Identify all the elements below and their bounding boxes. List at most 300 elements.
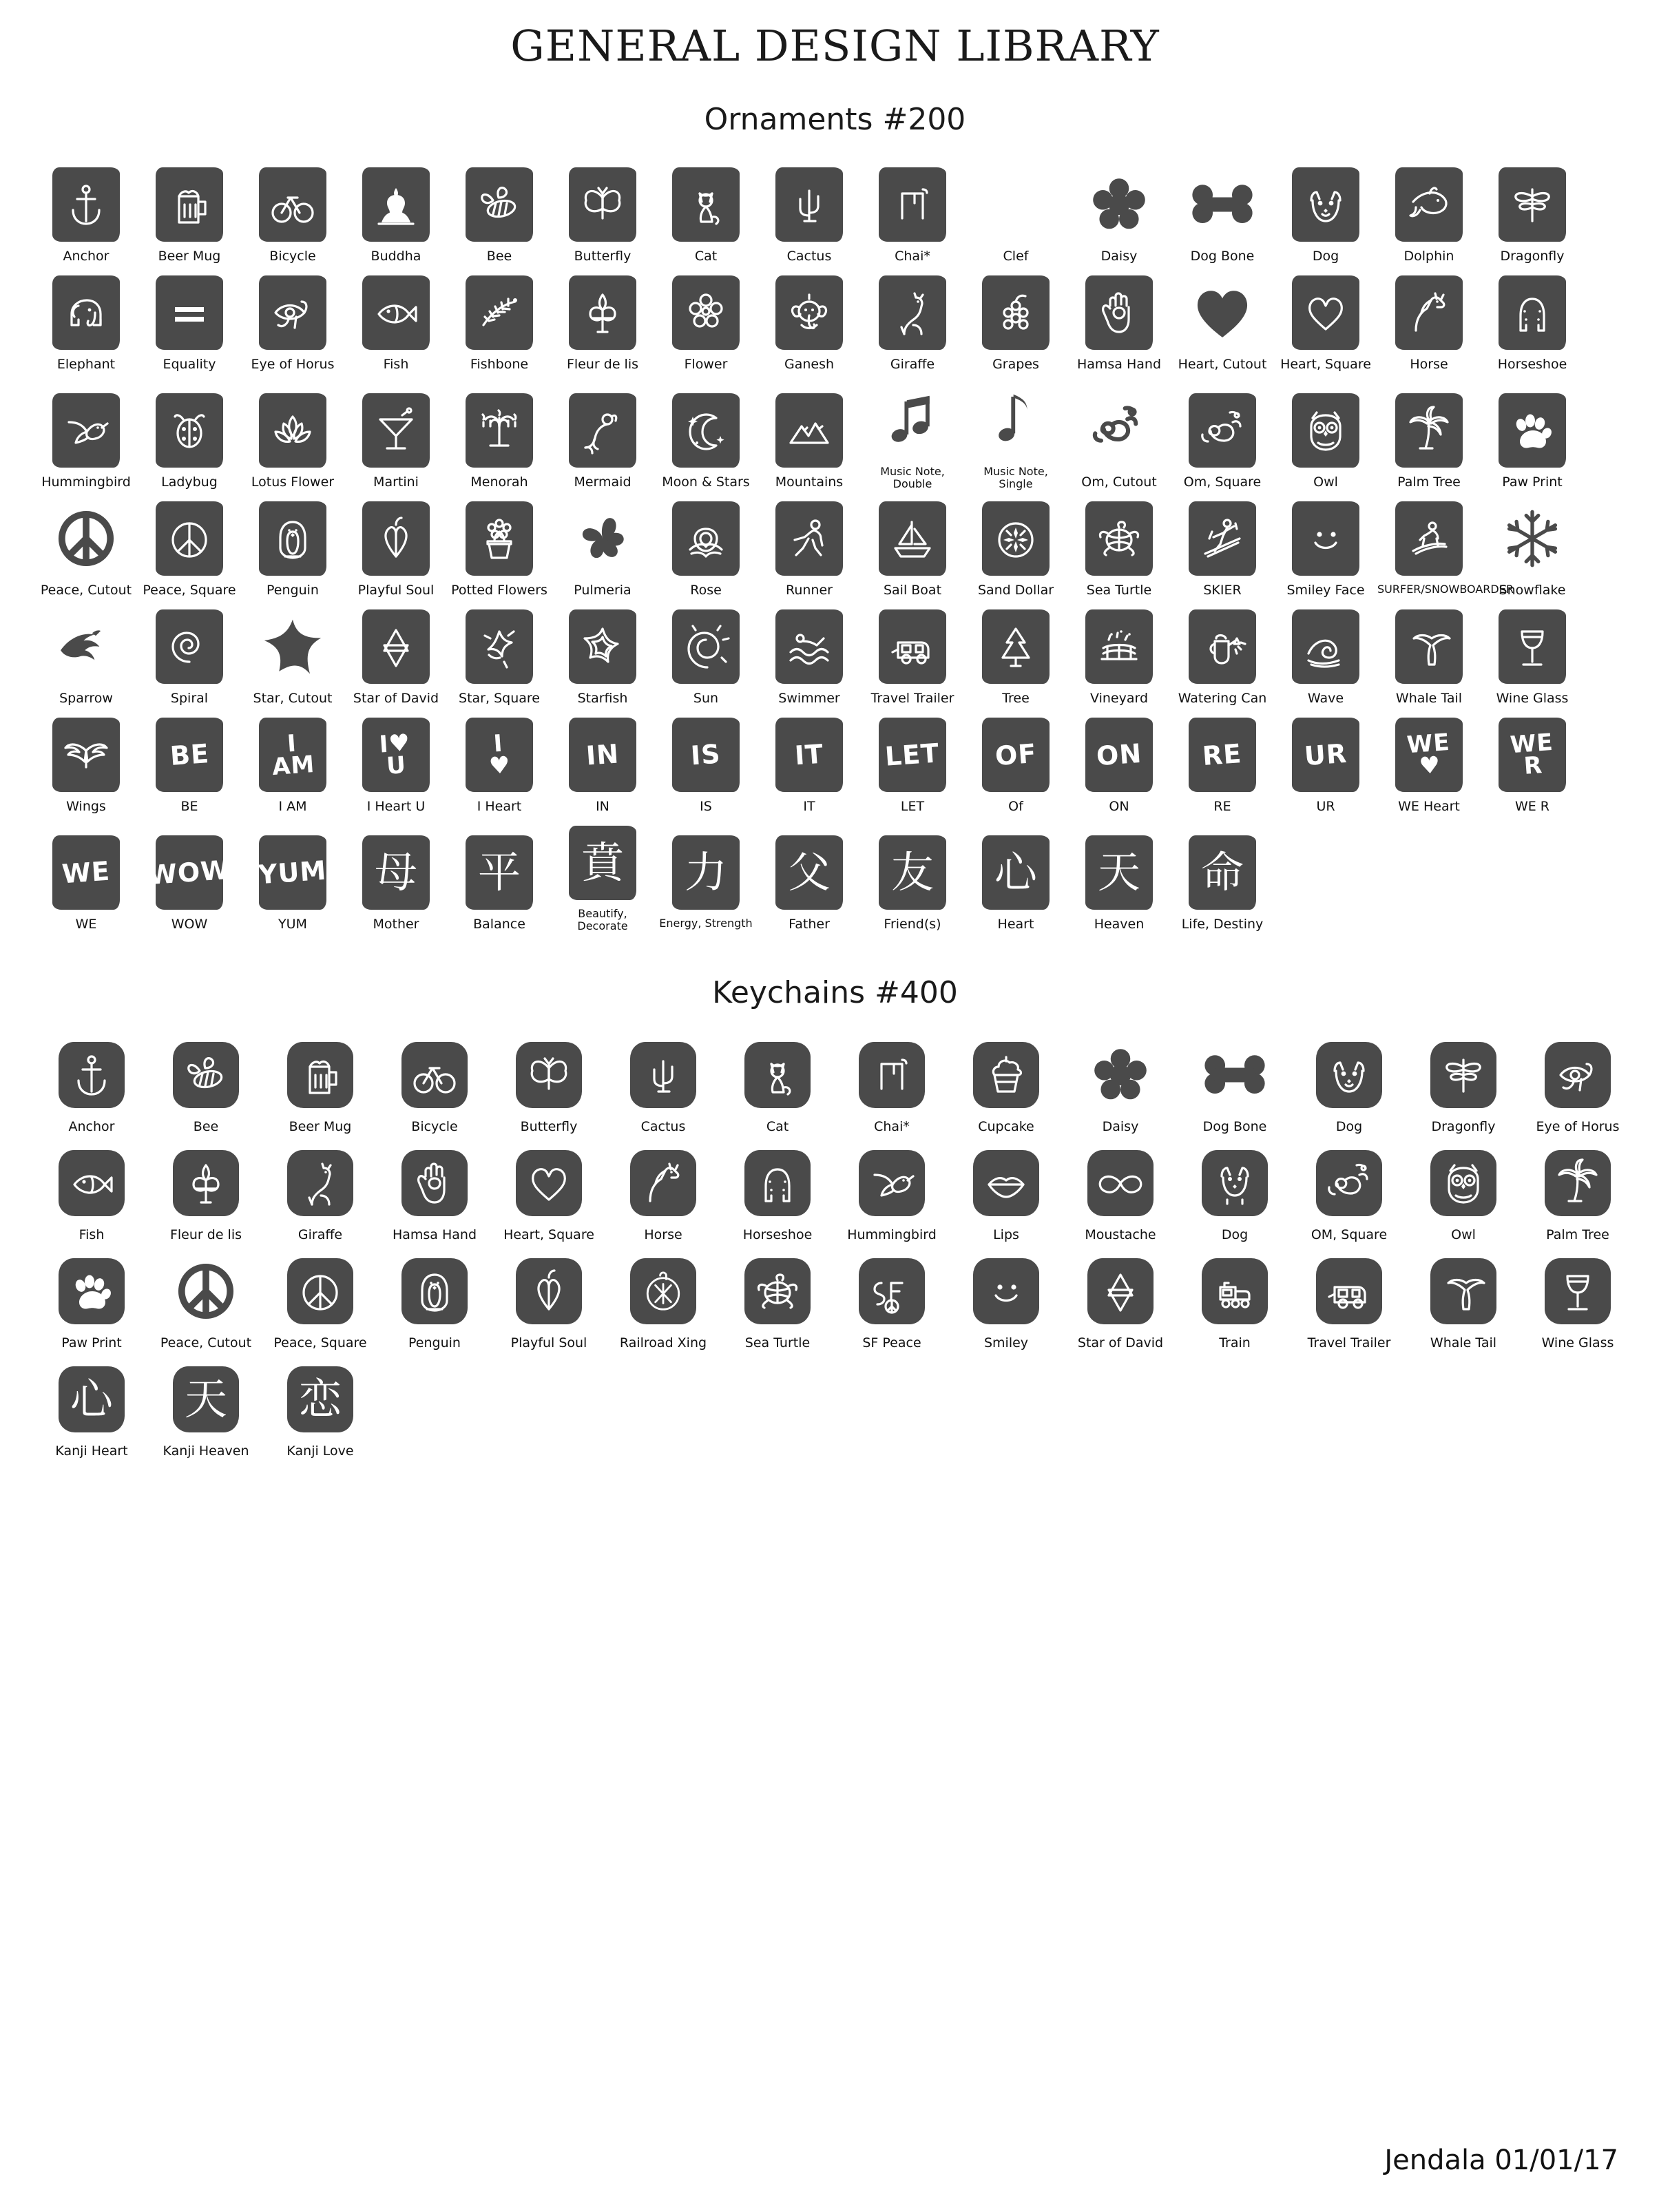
design-item[interactable] [551,389,654,490]
design-item[interactable] [551,163,654,264]
design-tile[interactable] [401,1258,468,1324]
design-tile[interactable] [569,609,636,684]
design-tile[interactable] [1087,1150,1154,1216]
design-tile[interactable] [982,835,1050,910]
design-item[interactable] [758,271,861,373]
design-item[interactable] [34,713,138,815]
design-tile[interactable] [362,275,430,350]
design-item[interactable] [344,605,448,707]
design-tile[interactable] [259,167,326,242]
design-tile[interactable] [879,167,946,242]
design-item[interactable] [149,1358,263,1459]
design-tile[interactable] [569,167,636,242]
design-tile[interactable] [744,1150,811,1216]
design-tile[interactable] [1202,1150,1268,1216]
design-tile[interactable] [516,1150,582,1216]
design-tile[interactable] [1430,1042,1496,1108]
design-item[interactable] [654,713,758,815]
design-item[interactable] [861,605,964,707]
design-tile[interactable] [1085,501,1153,576]
design-item[interactable] [34,1250,149,1351]
design-tile[interactable] [672,718,740,792]
design-tile[interactable] [1189,393,1256,468]
design-tile[interactable] [466,609,533,684]
design-item[interactable] [1067,163,1171,264]
design-item[interactable] [1377,163,1481,264]
design-item[interactable] [34,605,138,707]
design-tile[interactable] [982,275,1050,350]
design-item[interactable] [1377,389,1481,490]
design-tile[interactable] [362,718,430,792]
design-tile[interactable] [1087,1258,1154,1324]
design-tile[interactable] [362,393,430,468]
design-item[interactable] [835,1142,949,1243]
design-item[interactable] [34,271,138,373]
design-item[interactable] [1067,389,1171,490]
design-item[interactable] [492,1250,606,1351]
design-tile[interactable] [859,1258,925,1324]
design-tile[interactable] [630,1150,696,1216]
design-tile[interactable] [1395,275,1463,350]
design-tile[interactable] [1292,167,1359,242]
design-item[interactable] [654,497,758,598]
design-tile[interactable] [672,835,740,910]
design-item[interactable] [138,713,241,815]
design-item[interactable] [1178,1142,1292,1243]
design-tile[interactable] [466,835,533,910]
design-item[interactable] [606,1142,720,1243]
design-item[interactable] [758,389,861,490]
design-tile[interactable] [1499,275,1566,350]
design-item[interactable] [606,1034,720,1135]
design-item[interactable] [1178,1250,1292,1351]
design-item[interactable] [448,271,551,373]
design-tile[interactable] [156,609,223,684]
design-item[interactable] [1274,163,1377,264]
design-item[interactable] [654,605,758,707]
design-tile[interactable] [979,167,1053,242]
design-item[interactable] [138,389,241,490]
design-tile[interactable] [672,501,740,576]
design-tile[interactable] [169,1254,243,1328]
design-tile[interactable] [173,1366,239,1432]
design-tile[interactable] [1316,1150,1382,1216]
design-item[interactable] [377,1250,492,1351]
design-item[interactable] [1521,1034,1635,1135]
design-tile[interactable] [59,1366,125,1432]
design-item[interactable] [149,1034,263,1135]
design-tile[interactable] [401,1042,468,1108]
design-item[interactable] [34,497,138,598]
tile-wrapper [59,1034,125,1116]
design-item[interactable] [1067,713,1171,815]
design-tile[interactable] [401,1150,468,1216]
design-tile[interactable] [775,835,843,910]
design-item[interactable] [1274,497,1377,598]
design-item[interactable] [448,713,551,815]
design-tile[interactable] [259,501,326,576]
design-item[interactable] [138,831,241,932]
design-item[interactable] [1171,389,1274,490]
design-item[interactable] [448,497,551,598]
design-item[interactable] [835,1250,949,1351]
design-tile[interactable] [516,1258,582,1324]
design-item[interactable] [1292,1034,1406,1135]
design-item[interactable] [654,831,758,932]
design-tile[interactable] [775,718,843,792]
design-item[interactable] [149,1142,263,1243]
design-tile[interactable] [1499,718,1566,792]
design-item[interactable] [1067,605,1171,707]
design-item[interactable] [1063,1142,1178,1243]
design-tile[interactable] [173,1042,239,1108]
design-tile[interactable] [156,718,223,792]
design-item-label: Heaven [1094,916,1145,932]
design-tile[interactable] [979,384,1053,458]
design-tile[interactable] [1499,167,1566,242]
design-tile[interactable] [859,1150,925,1216]
design-item[interactable] [34,163,138,264]
design-item[interactable] [758,497,861,598]
design-item[interactable] [861,497,964,598]
design-tile[interactable] [565,501,640,576]
design-tile[interactable] [775,393,843,468]
design-tile[interactable] [1202,1258,1268,1324]
design-tile[interactable] [1395,393,1463,468]
design-tile[interactable] [1085,718,1153,792]
design-item[interactable] [1067,497,1171,598]
design-item[interactable] [654,163,758,264]
design-item[interactable] [1521,1250,1635,1351]
design-item[interactable] [949,1142,1063,1243]
design-item[interactable] [1481,163,1584,264]
design-tile[interactable] [466,393,533,468]
design-item[interactable] [551,713,654,815]
design-tile[interactable] [1198,1038,1272,1112]
design-item[interactable] [551,605,654,707]
design-item[interactable] [835,1034,949,1135]
design-tile[interactable] [973,1150,1039,1216]
design-item[interactable] [1274,605,1377,707]
design-item[interactable] [551,822,654,932]
design-item[interactable] [344,271,448,373]
design-item[interactable] [448,389,551,490]
design-item[interactable] [1481,271,1584,373]
design-item[interactable] [448,605,551,707]
design-tile[interactable] [287,1258,353,1324]
design-item[interactable] [241,605,344,707]
design-item[interactable] [720,1142,835,1243]
design-tile[interactable] [52,835,120,910]
design-item[interactable] [34,1142,149,1243]
design-tile[interactable] [156,393,223,468]
design-item[interactable] [964,497,1067,598]
design-tile[interactable] [147,835,231,910]
design-tile[interactable] [672,275,740,350]
design-item[interactable] [1377,713,1481,815]
design-tile[interactable] [1395,718,1463,792]
design-item[interactable] [964,271,1067,373]
design-item[interactable] [1481,389,1584,490]
design-tile[interactable] [875,384,950,458]
design-item[interactable] [758,713,861,815]
design-tile[interactable] [259,835,326,910]
design-item[interactable] [492,1142,606,1243]
design-item[interactable] [241,831,344,932]
design-tile[interactable] [1292,501,1359,576]
design-item[interactable] [448,831,551,932]
design-tile[interactable] [982,501,1050,576]
design-item[interactable] [34,831,138,932]
design-item[interactable] [34,389,138,490]
design-item[interactable] [344,497,448,598]
design-tile[interactable] [287,1366,353,1432]
design-tile[interactable] [859,1042,925,1108]
design-item[interactable] [720,1250,835,1351]
design-tile[interactable] [49,501,123,576]
design-item[interactable] [606,1250,720,1351]
design-item[interactable] [241,271,344,373]
design-item[interactable] [1377,497,1514,598]
design-tile[interactable] [287,1150,353,1216]
design-tile[interactable] [59,1042,125,1108]
design-item[interactable] [1406,1034,1521,1135]
design-item[interactable] [1067,831,1171,932]
design-item[interactable] [551,271,654,373]
design-item[interactable] [344,389,448,490]
design-tile[interactable] [569,393,636,468]
design-item[interactable] [138,271,241,373]
design-tile[interactable] [259,393,326,468]
design-tile[interactable] [1495,501,1569,576]
design-tile[interactable] [516,1042,582,1108]
design-tile[interactable] [1292,609,1359,684]
design-item[interactable] [1063,1250,1178,1351]
design-tile[interactable] [973,1042,1039,1108]
design-tile[interactable] [879,835,946,910]
design-item[interactable] [34,1034,149,1135]
design-item[interactable] [758,605,861,707]
design-item[interactable] [344,831,448,932]
design-item[interactable] [1063,1034,1178,1135]
design-item[interactable] [758,163,861,264]
design-item-label: Whale Tail [1395,690,1463,706]
design-item[interactable] [1377,605,1481,707]
tile-wrapper [1499,271,1566,354]
design-tile[interactable] [362,609,430,684]
design-item[interactable] [964,713,1067,815]
design-item[interactable] [1274,713,1377,815]
design-tile[interactable] [259,275,326,350]
design-item[interactable] [263,1250,377,1351]
ganesh-icon [785,285,833,340]
design-tile[interactable] [569,826,636,900]
design-item[interactable] [949,1250,1063,1351]
design-item[interactable] [720,1034,835,1135]
design-item[interactable] [241,389,344,490]
design-item[interactable] [241,497,344,598]
design-tile[interactable] [1395,609,1463,684]
design-item[interactable] [1292,1142,1406,1243]
design-tile[interactable] [1499,609,1566,684]
design-tile[interactable] [672,393,740,468]
design-tile[interactable] [1189,501,1256,576]
design-item[interactable] [949,1034,1063,1135]
design-item[interactable] [1171,713,1274,815]
design-tile[interactable] [672,609,740,684]
design-item[interactable] [149,1250,263,1351]
design-tile[interactable] [362,501,430,576]
design-item[interactable] [1406,1142,1521,1243]
design-tile[interactable] [466,501,533,576]
design-tile[interactable] [1316,1042,1382,1108]
design-item[interactable] [861,831,964,932]
design-tile[interactable] [879,501,946,576]
design-item[interactable] [551,497,654,598]
design-tile[interactable] [1545,1042,1611,1108]
design-item[interactable] [377,1034,492,1135]
design-tile[interactable] [630,1042,696,1108]
design-tile[interactable] [156,167,223,242]
design-item[interactable] [263,1034,377,1135]
design-tile[interactable] [1395,167,1463,242]
design-tile[interactable] [156,501,223,576]
design-tile[interactable] [259,718,326,792]
design-tile[interactable] [1545,1258,1611,1324]
design-item[interactable] [241,713,344,815]
design-tile[interactable] [287,1042,353,1108]
design-tile[interactable] [1189,718,1256,792]
design-item[interactable] [344,713,448,815]
design-item[interactable] [263,1358,377,1459]
design-tile[interactable] [59,1258,125,1324]
design-tile[interactable] [982,718,1050,792]
design-item[interactable] [1067,271,1171,373]
design-item[interactable] [344,163,448,264]
design-tile[interactable] [672,167,740,242]
design-tile[interactable] [49,609,123,684]
design-tile[interactable] [466,718,533,792]
design-item[interactable] [448,163,551,264]
design-item[interactable] [964,379,1067,490]
design-tile[interactable] [362,835,430,910]
design-item[interactable] [241,163,344,264]
design-tile[interactable] [1185,167,1260,242]
design-tile[interactable] [52,718,120,792]
design-item[interactable] [1171,163,1274,264]
design-tile[interactable] [775,501,843,576]
design-item[interactable] [861,379,964,490]
design-item[interactable] [1406,1250,1521,1351]
design-tile[interactable] [1083,1038,1158,1112]
design-tile[interactable] [630,1258,696,1324]
design-item[interactable] [1178,1034,1292,1135]
design-item[interactable] [138,163,241,264]
design-tile[interactable] [362,167,430,242]
design-tile[interactable] [52,393,120,468]
design-item[interactable] [377,1142,492,1243]
design-item[interactable] [861,713,964,815]
design-tile[interactable] [879,718,946,792]
design-tile[interactable] [255,609,330,684]
design-tile[interactable] [1189,609,1256,684]
design-tile[interactable] [52,167,120,242]
design-tile[interactable] [569,718,636,792]
design-item[interactable] [138,605,241,707]
design-tile[interactable] [1545,1150,1611,1216]
design-tile[interactable] [879,609,946,684]
design-tile[interactable] [1082,393,1156,468]
design-tile[interactable] [982,609,1050,684]
design-item[interactable] [1481,497,1584,598]
design-tile[interactable] [156,275,223,350]
design-tile[interactable] [1085,275,1153,350]
design-item[interactable] [492,1034,606,1135]
design-tile[interactable] [1292,275,1359,350]
design-item[interactable] [1171,831,1274,932]
design-tile[interactable] [1395,501,1463,576]
design-tile[interactable] [466,275,533,350]
design-tile[interactable] [1185,275,1260,350]
design-tile[interactable] [173,1150,239,1216]
design-tile[interactable] [1292,718,1359,792]
design-tile[interactable] [1430,1150,1496,1216]
design-tile[interactable] [879,275,946,350]
design-item[interactable] [1171,605,1274,707]
design-item[interactable] [1481,605,1584,707]
design-tile[interactable] [1085,835,1153,910]
design-tile[interactable] [52,275,120,350]
design-item[interactable] [861,163,964,264]
design-tile[interactable] [775,275,843,350]
design-item[interactable] [964,605,1067,707]
design-item[interactable] [654,389,758,490]
design-tile[interactable] [1189,835,1256,910]
design-item[interactable] [758,831,861,932]
design-item[interactable] [861,271,964,373]
design-tile[interactable] [59,1150,125,1216]
design-item[interactable] [1274,389,1377,490]
design-item[interactable] [1377,271,1481,373]
design-tile[interactable] [1430,1258,1496,1324]
design-tile[interactable] [744,1258,811,1324]
design-tile[interactable] [1499,393,1566,468]
design-item[interactable] [1521,1142,1635,1243]
design-tile[interactable] [1292,393,1359,468]
design-item[interactable] [1171,497,1274,598]
design-item[interactable] [1171,271,1274,373]
design-item-label: Hamsa Hand [392,1227,477,1242]
design-item[interactable] [654,271,758,373]
design-tile[interactable] [1082,167,1156,242]
design-item[interactable] [964,831,1067,932]
design-tile[interactable] [1316,1258,1382,1324]
design-item[interactable] [34,1358,149,1459]
design-tile[interactable] [1085,609,1153,684]
design-tile[interactable] [775,609,843,684]
design-item[interactable] [138,497,241,598]
design-tile[interactable] [973,1258,1039,1324]
design-tile[interactable] [744,1042,811,1108]
design-tile[interactable] [775,167,843,242]
design-tile[interactable] [569,275,636,350]
design-tile[interactable] [466,167,533,242]
design-item[interactable] [1274,271,1377,373]
design-item[interactable] [1481,713,1584,815]
design-item[interactable] [1292,1250,1406,1351]
design-item[interactable] [964,163,1067,264]
design-item[interactable] [263,1142,377,1243]
